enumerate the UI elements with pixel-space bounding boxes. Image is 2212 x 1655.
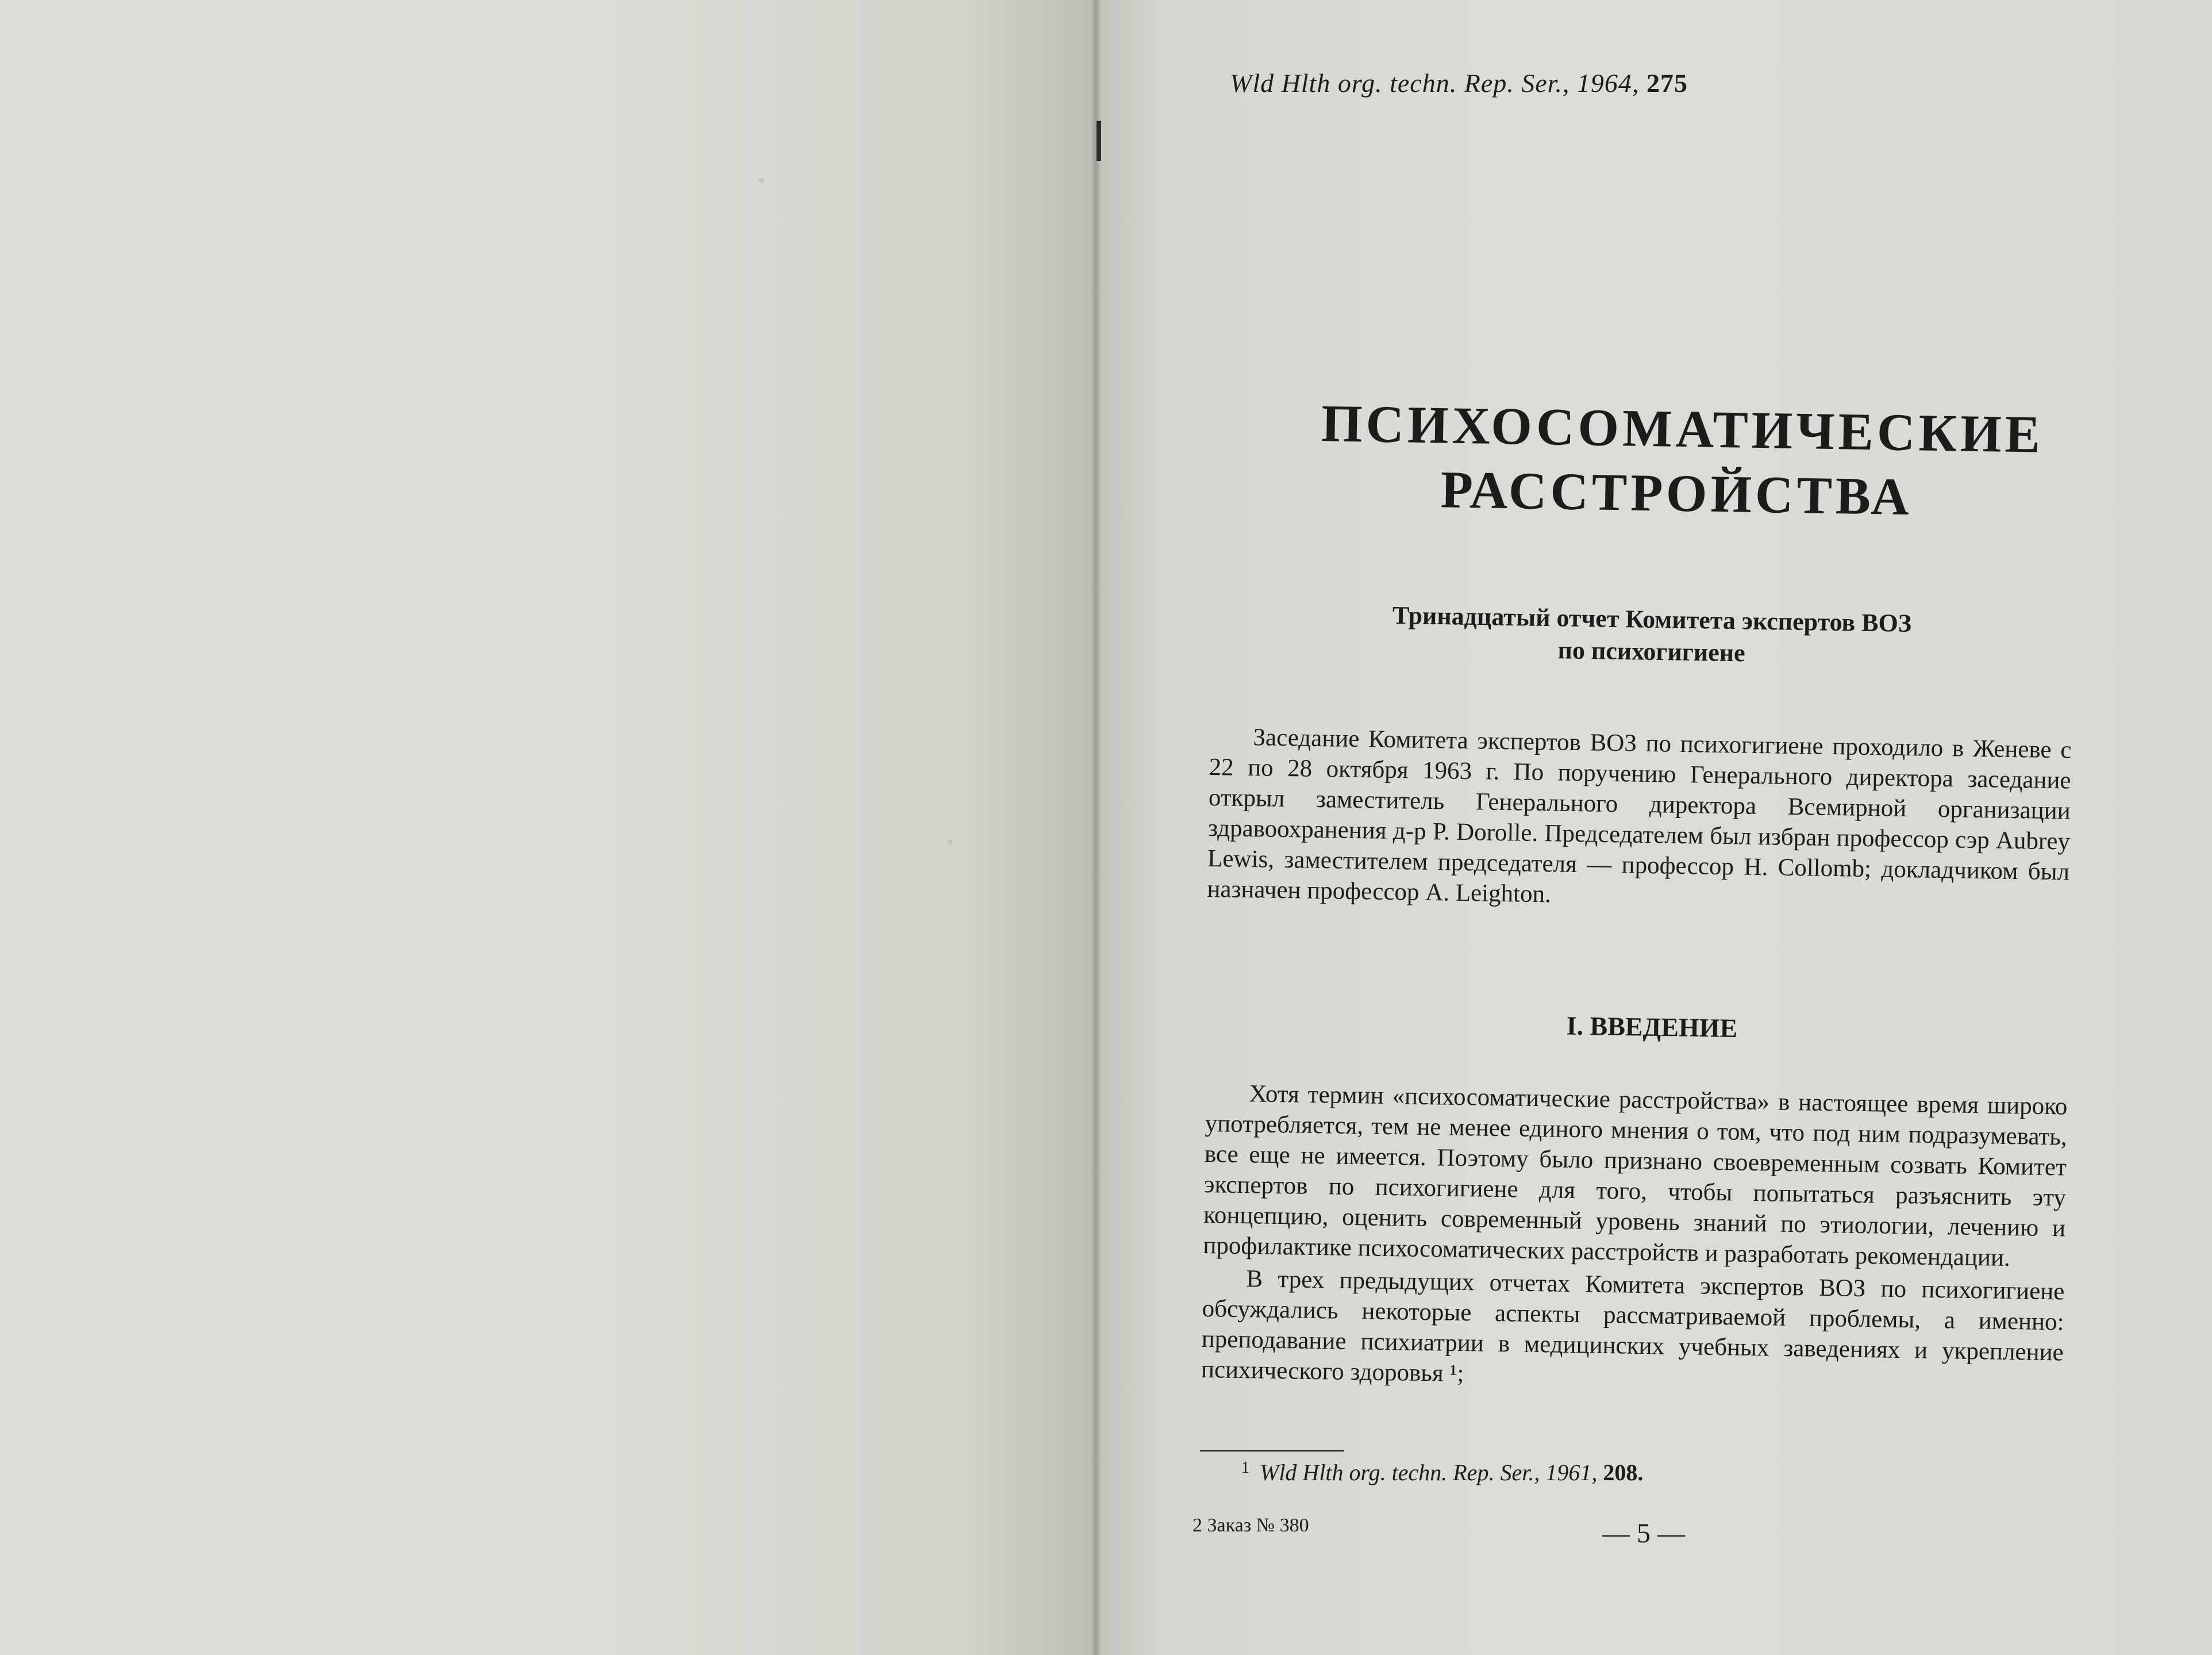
running-head xyxy=(1230,68,1805,98)
footnote-citation: Wld Hlth org. techn. Rep. Ser., 1961, xyxy=(1260,1460,1598,1485)
intro-paragraph: Заседание Комитета экспертов ВОЗ по психогигиене проходило в Женеве с 22 по 28 октября 1963 г. По поручению Генерального директора заседание открыл заместитель Генерального директора Всемирной организации здравоохранения д-р P. Dorolle. Председателем был избран профессор сэр Aubrey Lewis, заместителем председателя — профессор H. Collomb; докладчиком был назначен профессор A. Leighton. xyxy=(1207,724,2072,908)
left-page-blank xyxy=(0,0,1095,1655)
section-body xyxy=(1201,1078,2068,1398)
section-heading: I. ВВЕДЕНИЕ xyxy=(1566,1011,1738,1043)
footnote-number: 208. xyxy=(1603,1460,1644,1485)
paper-speck xyxy=(948,839,953,844)
document-title: ПСИХОСОМАТИЧЕСКИЕ РАССТРОЙСТВА xyxy=(1321,393,2044,527)
running-head-number: 275 xyxy=(1646,68,1688,98)
footnote xyxy=(1241,1459,1931,1486)
intro-block xyxy=(1207,721,2072,918)
document-subtitle xyxy=(1292,598,2011,674)
section-paragraph-1: Хотя термин «психосоматические расстройства» в настоящее время широко употребляется, тем не менее единого мнения о том, что под ним подразумевать, все еще не имеется. Поэтому было признано своевременным созвать Комитет экспертов по психогигиене для того, чтобы попытаться разъяснить эту концепцию, оценить современный уровень знаний по этиологии, лечению и профилактике психосоматических расстройств и разработать рекомендации. xyxy=(1203,1080,2068,1272)
running-head-citation: Wld Hlth org. techn. Rep. Ser., 1964, xyxy=(1230,68,1640,98)
section-paragraph-2: В трех предыдущих отчетах Комитета экспертов ВОЗ по психогигиене обсуждались некоторые аспекты рассматриваемой проблемы, а именно: преподавание психиатрии в медицинских учебных заведениях и укрепление психического здоровья ¹; xyxy=(1201,1265,2065,1388)
binding-mark xyxy=(1097,121,1101,161)
subtitle-line-1: Тринадцатый отчет Комитета экспертов ВОЗ xyxy=(1392,601,1912,638)
page-number: — 5 — xyxy=(1602,1518,1685,1549)
subtitle-line-2: по психогигиене xyxy=(1557,636,1745,667)
book-gutter xyxy=(1091,0,1101,1655)
footnote-mark: 1 xyxy=(1241,1459,1249,1477)
footnote-rule xyxy=(1200,1450,1344,1452)
print-order: 2 Заказ № 380 xyxy=(1192,1515,1309,1536)
paper-speck xyxy=(759,178,764,183)
